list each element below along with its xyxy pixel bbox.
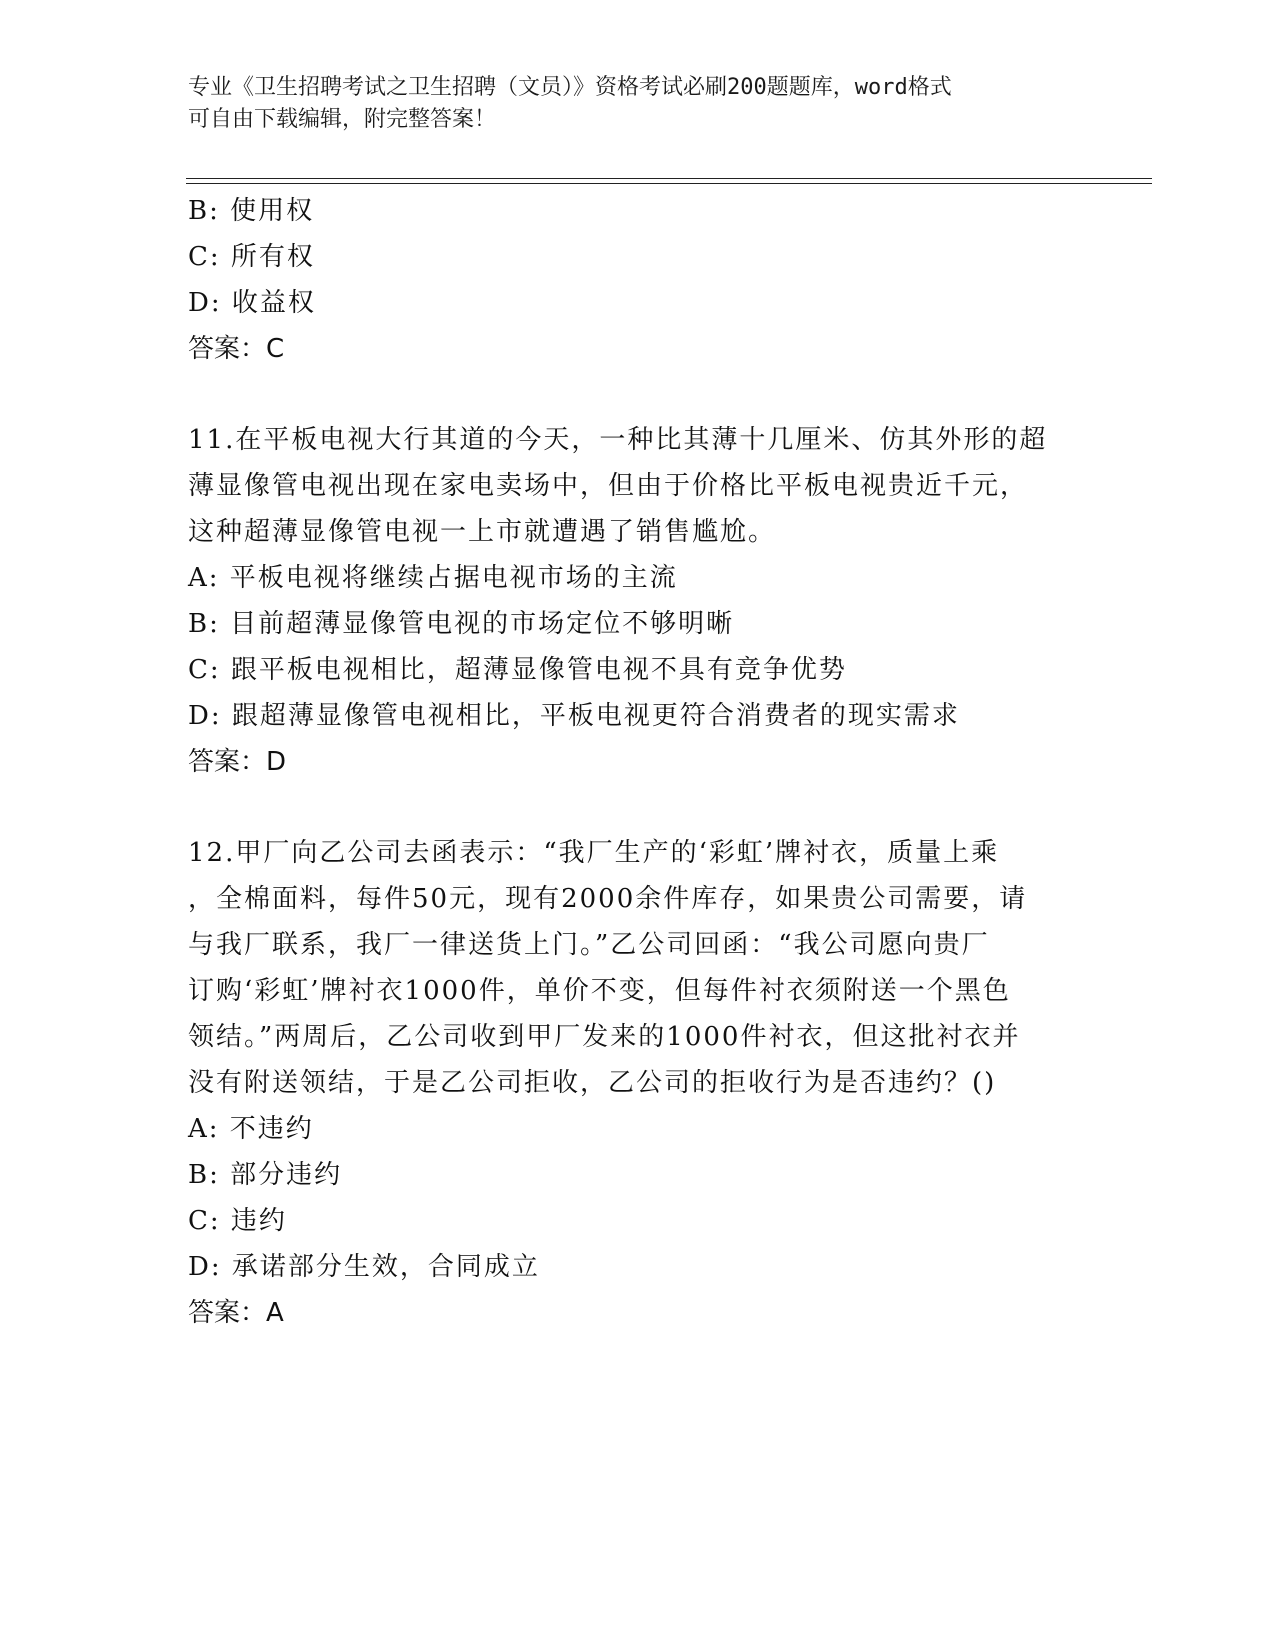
question-spacer: [188, 785, 1088, 830]
option-b: B: 使用权: [188, 196, 315, 226]
document-header: [188, 72, 1088, 136]
stem-line: 没有附送领结，于是乙公司拒收，乙公司的拒收行为是否违约？(): [188, 1068, 997, 1098]
stem-line: 与我厂联系，我厂一律送货上门。”乙公司回函：“我公司愿向贵厂: [188, 930, 990, 960]
option-a: A: 平板电视将继续占据电视市场的主流: [188, 563, 678, 593]
stem-line: 11.在平板电视大行其道的今天，一种比其薄十几厘米、仿其外形的超: [188, 425, 1048, 455]
question-spacer: [188, 372, 1088, 417]
stem-line: 薄显像管电视出现在家电卖场中，但由于价格比平板电视贵近千元，: [188, 471, 1029, 501]
header-divider-top: [186, 178, 1152, 179]
option-d: D: 收益权: [188, 288, 316, 318]
option-c: C: 跟平板电视相比，超薄显像管电视不具有竞争优势: [188, 655, 847, 685]
option-b: B: 部分违约: [188, 1160, 343, 1190]
answer-line: 答案：D: [188, 747, 287, 777]
answer-line: 答案：C: [188, 334, 285, 364]
question-list: [188, 188, 1088, 1336]
stem-line: 这种超薄显像管电视一上市就遭遇了销售尴尬。: [188, 517, 777, 547]
option-b: B: 目前超薄显像管电视的市场定位不够明晰: [188, 609, 735, 639]
header-line-1: 专业《卫生招聘考试之卫生招聘（文员）》资格考试必刷200题题库，word格式: [188, 75, 952, 100]
option-c: C: 所有权: [188, 242, 315, 272]
option-d: D: 跟超薄显像管电视相比，平板电视更符合消费者的现实需求: [188, 701, 960, 731]
stem-line: 领结。”两周后，乙公司收到甲厂发来的1000件衬衣，但这批衬衣并: [188, 1022, 1021, 1052]
stem-line: 12.甲厂向乙公司去函表示：“我厂生产的‘彩虹’牌衬衣，质量上乘: [188, 838, 1000, 868]
header-divider-bottom: [186, 183, 1152, 184]
question-10: [188, 188, 1088, 372]
answer-line: 答案：A: [188, 1298, 284, 1328]
question-11: [188, 417, 1088, 785]
option-a: A: 不违约: [188, 1114, 314, 1144]
option-d: D: 承诺部分生效，合同成立: [188, 1252, 540, 1282]
header-line-2: 可自由下载编辑，附完整答案！: [188, 107, 497, 132]
question-stem: [188, 830, 1088, 1106]
stem-line: ，全棉面料，每件50元，现有2000余件库存，如果贵公司需要，请: [188, 884, 1028, 914]
option-c: C: 违约: [188, 1206, 287, 1236]
question-stem: [188, 417, 1088, 555]
question-12: [188, 830, 1088, 1336]
stem-line: 订购‘彩虹’牌衬衣1000件，单价不变，但每件衬衣须附送一个黑色: [188, 976, 1011, 1006]
